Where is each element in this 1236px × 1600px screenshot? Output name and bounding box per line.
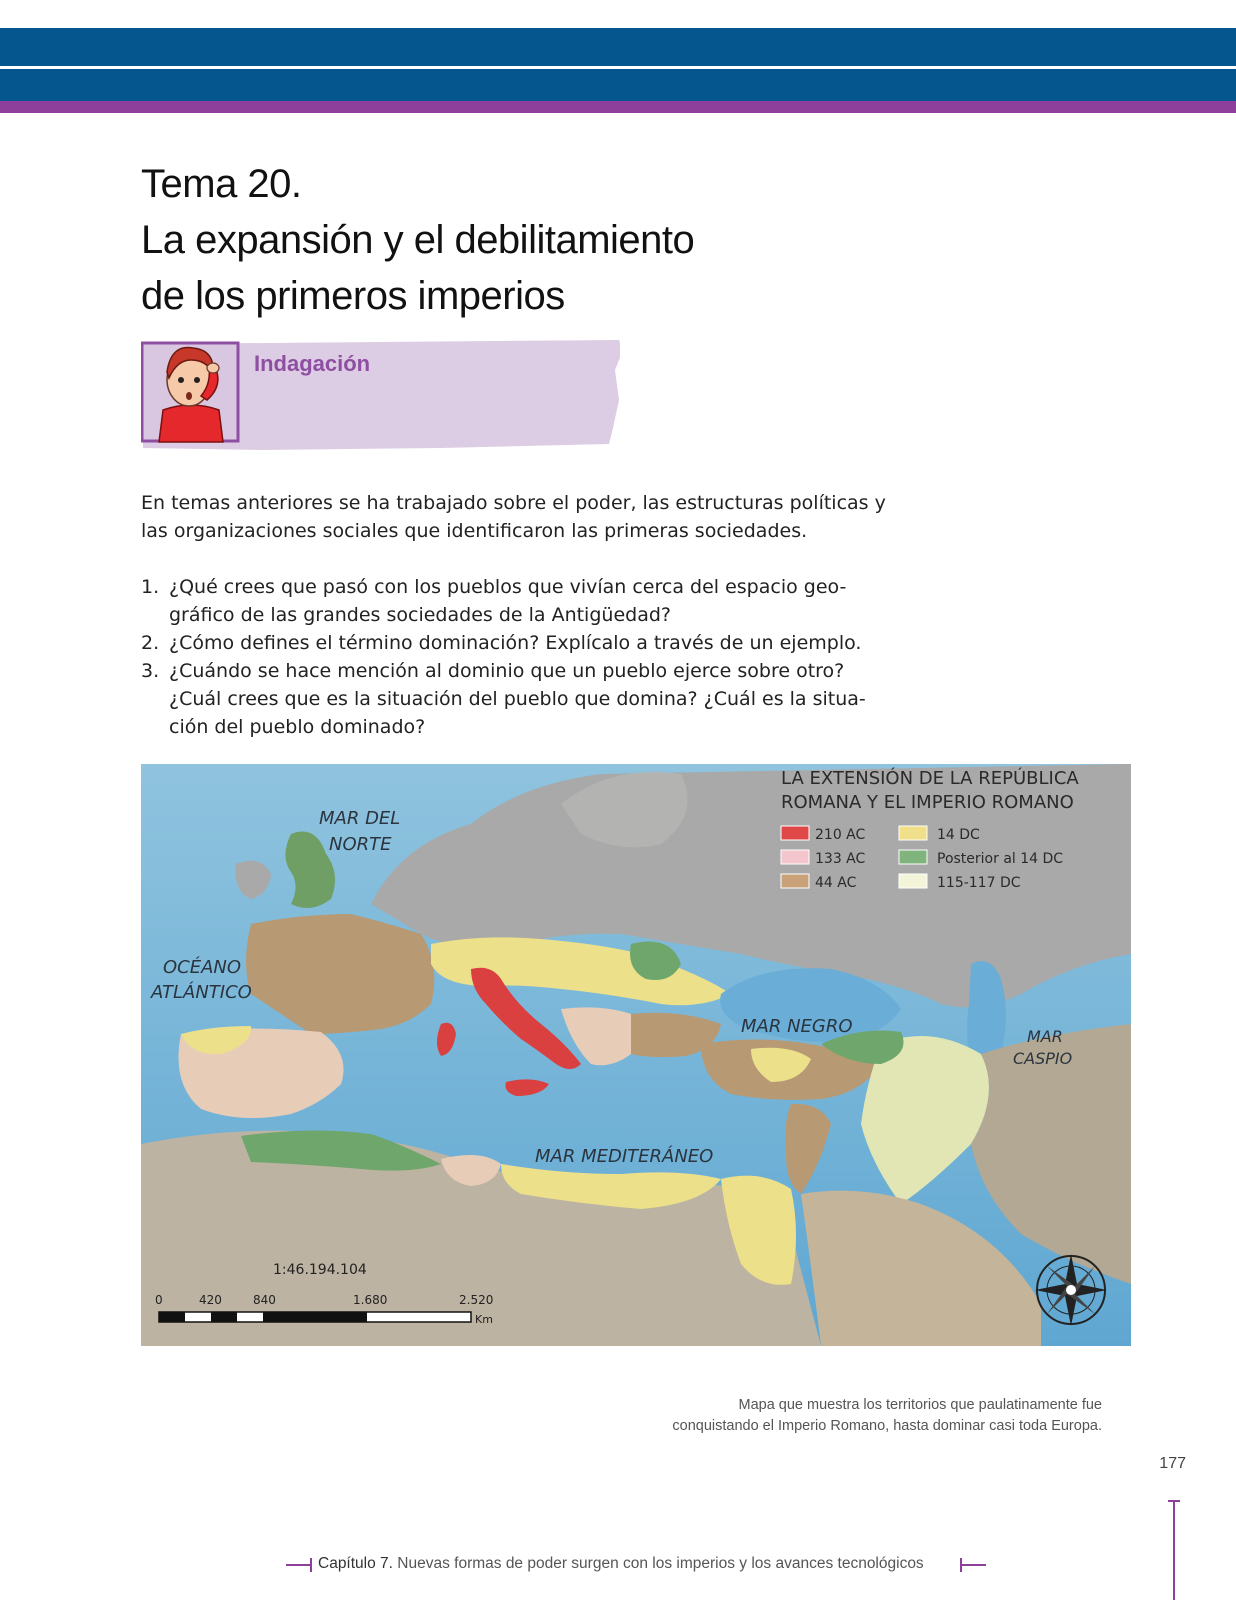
map-title-line-1: LA EXTENSIÓN DE LA REPÚBLICA (781, 768, 1079, 789)
legend-swatch (781, 850, 809, 864)
header-band-bottom (0, 69, 1236, 101)
label-mar-negro: MAR NEGRO (741, 1016, 853, 1037)
question-number: 2. (141, 632, 160, 654)
question-item-1 (141, 573, 901, 629)
page-footer (286, 1554, 986, 1576)
question-line: ción del pueblo dominado? (169, 716, 426, 738)
questions-list (141, 573, 901, 741)
label-mar-caspio-1: MAR (1027, 1027, 1063, 1046)
legend-label: 14 DC (937, 827, 980, 843)
page-title (141, 156, 901, 324)
header-band-accent (0, 101, 1236, 113)
legend-swatch (781, 874, 809, 888)
caption-line-1: Mapa que muestra los territorios que paulatinamente fue (738, 1397, 1102, 1413)
scale-tick: 1.680 (353, 1293, 388, 1307)
intro-paragraph (141, 489, 901, 545)
title-line-3: de los primeros imperios (141, 274, 565, 318)
section-label: Indagación (254, 351, 371, 376)
map-caption (582, 1395, 1102, 1437)
thinking-student-icon (141, 338, 241, 448)
question-line: ¿Cómo defines el término dominación? Explícalo a través de un ejemplo. (169, 632, 862, 654)
scale-tick: 840 (253, 1293, 276, 1307)
label-mar-norte-1: MAR DEL (319, 808, 401, 829)
map-title-line-2: ROMANA Y EL IMPERIO ROMANO (781, 792, 1074, 813)
scale-segment (159, 1312, 185, 1322)
question-line: ¿Qué crees que pasó con los pueblos que vivían cerca del espacio geo- (169, 576, 847, 598)
legend-swatch (899, 874, 927, 888)
scale-tick: 420 (199, 1293, 222, 1307)
label-mar-norte-2: NORTE (329, 834, 392, 855)
scale-tick: 0 (155, 1293, 163, 1307)
intro-line-1: En temas anteriores se ha trabajado sobre el poder, las estructuras políticas y (141, 492, 886, 514)
question-line: gráfico de las grandes sociedades de la Antigüedad? (169, 604, 671, 626)
header-band-top (0, 28, 1236, 66)
label-oceano-2: ATLÁNTICO (151, 982, 252, 1003)
label-oceano-1: OCÉANO (163, 957, 242, 978)
footer-rule (960, 1564, 986, 1566)
legend-label: Posterior al 14 DC (937, 851, 1064, 867)
question-number: 3. (141, 660, 160, 682)
label-mediterraneo: MAR MEDITERÁNEO (535, 1146, 714, 1167)
intro-line-2: las organizaciones sociales que identificaron las primeras sociedades. (141, 520, 808, 542)
footer-rule (960, 1558, 962, 1572)
legend-label: 115-117 DC (937, 875, 1021, 891)
footer-chapter-title: Nuevas formas de poder surgen con los imperios y los avances tecnológicos (392, 1555, 924, 1572)
scale-segment (211, 1312, 237, 1322)
scale-tick: 2.520 (459, 1293, 494, 1307)
question-line: ¿Cuándo se hace mención al dominio que un pueblo ejerce sobre otro? (169, 660, 845, 682)
question-line: ¿Cuál crees que es la situación del pueblo que domina? ¿Cuál es la situa- (169, 688, 866, 710)
page-number: 177 (1159, 1455, 1186, 1472)
legend-label: 133 AC (815, 851, 866, 867)
legend-swatch (781, 826, 809, 840)
scale-unit: Km (475, 1313, 493, 1326)
scale-segment (263, 1312, 367, 1322)
legend-swatch (899, 826, 927, 840)
question-number: 1. (141, 576, 160, 598)
scale-ratio: 1:46.194.104 (273, 1262, 367, 1278)
title-line-1: Tema 20. (141, 162, 302, 206)
label-mar-caspio-2: CASPIO (1013, 1049, 1073, 1068)
question-item-3 (141, 657, 901, 741)
caption-line-2: conquistando el Imperio Romano, hasta dominar casi toda Europa. (672, 1418, 1102, 1434)
legend-swatch (899, 850, 927, 864)
legend-label: 44 AC (815, 875, 857, 891)
footer-text (318, 1555, 924, 1573)
title-line-2: La expansión y el debilitamiento (141, 218, 695, 262)
footer-chapter: Capítulo 7. (318, 1555, 393, 1572)
legend-label: 210 AC (815, 827, 866, 843)
footer-rule (310, 1558, 312, 1572)
side-rule (1173, 1500, 1175, 1600)
roman-empire-map (141, 764, 1131, 1346)
question-item-2 (141, 629, 901, 657)
footer-rule (286, 1564, 312, 1566)
